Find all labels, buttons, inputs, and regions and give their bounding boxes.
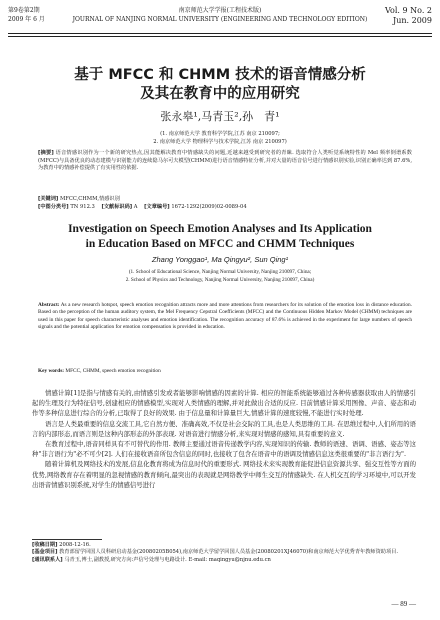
footnote-text: 教育部留学回国人员科研启动基金(20080205B054),南京师范大学留学回国人员基金(20080201XJ46070)和南京师范大学优秀青年教师资助项目.: [59, 549, 398, 556]
abstract-cn-text: 语音情感识别作为一个新的研究热点,因其能解决教育中情感缺失的问题,近越来越受到研究者的青睐. 选取符合人类听觉系统特性的 Mel 频率倒谱系数(MFCC)与具备优良的动态建模与识别能力的连续隐马尔可夫模型(CHMM)进行语音情感特征分析,并对大量的语音信号进行情感识别实验,识别正确率达到 87.6%,为教育中的情感补偿提供了有实用性的依据.: [38, 150, 412, 171]
authors-en: Zhang Yonggao¹, Ma Qingyu², Sun Qing¹: [151, 255, 289, 264]
paper-title-cn: [0, 66, 440, 104]
title-cn-line-2: 及其在教育中的应用研究: [140, 86, 300, 102]
abstract-en-label: Abstract:: [38, 302, 60, 308]
affiliation-cn-1: (1. 南京师范大学 教育科学学院,江苏 南京 210097;: [160, 131, 280, 137]
affiliation-en-1: (1. School of Educational Science, Nanjing Normal University, Nanjing 210097, China;: [128, 269, 312, 275]
title-cn-line-1: 基于 MFCC 和 CHMM 技术的语音情感分析: [74, 67, 366, 83]
title-en-line-1: Investigation on Speech Emotion Analyses and Its Application: [68, 223, 372, 235]
page-number: — 89 —: [391, 600, 416, 608]
body-paragraph: 随着计算机及网络技术的发展,信息化教育将成为信息时代的重要形式. 网络技术来实现教育能促进信息资源共享、强交互性等方面的优势,网络教育存在着明显的忽视情感的教育倾向,最突出的表现就是网络教学中师生交互的情感缺失. 在人机交互的学习环境中,可以开发出语音情感识别系统,对学生的情感信号进行: [32, 460, 416, 489]
vol-issue-en: Vol. 9 No. 2: [385, 6, 432, 15]
title-en-line-2: in Education Based on MFCC and CHMM Techniques: [85, 238, 355, 250]
footnote-contact: [32, 557, 416, 564]
vol-issue-cn: 第9卷第2期: [8, 7, 40, 14]
header-rule-thick: [8, 33, 432, 34]
body-paragraph: 语言是人类最重要的信息交流工具,它自然方便、准确高效,不仅是社会交际的工具,也是人类思维的工具. 在思维过程中,人们所用的语言的内部形态,而语言则是这种内部形态的外部表现. 对语音进行情感分析,来实现对情感的感知,具有重要的意义.: [32, 419, 416, 438]
footnotes: [32, 542, 416, 564]
footnote-funding: [32, 549, 416, 556]
authors-cn: 张永皋¹,马青玉²,孙 青¹: [160, 110, 280, 123]
classification-row: [38, 204, 412, 211]
keywords-en-text: MFCC, CHMM, speech emotion recognition: [65, 368, 161, 374]
article-no-value: 1672-1292(2009)02-0089-04: [171, 204, 247, 210]
clc-value: TN 912.3: [70, 204, 95, 210]
affiliation-en-2: 2. School of Physics and Technology, Nanjing Normal University, Nanjing 210097, China): [125, 277, 315, 283]
body-paragraph: 情感计算[1]是指与情感有关的,由情感引发或者能够影响情感的因素的计算. 相应的智能系统能够通过各种传感器获取由人的情感引起的生理及行为特征信号,创建相应的情感模型,实现对人类情感的理解,并对此做出合适的反应. 目前情感计算采用图像、声音、姿态和动作等多种信息进行综合的分析,已取得了良好的效果. 由于信息量和计算量巨大,情感计算的速度较慢,不能进行实时处理.: [32, 389, 416, 418]
paper-title-en: [0, 222, 440, 252]
doc-code-value: A: [133, 204, 138, 210]
header-center: [8, 6, 432, 24]
abstract-cn-label: [摘要]: [38, 150, 54, 156]
abstract-en: [38, 302, 412, 332]
footnote-label: [基金项目]: [32, 549, 58, 556]
footnote-text: 2008-12-16.: [59, 542, 91, 548]
abstract-cn: [38, 150, 412, 173]
abstract-en-text: As a new research hotspot, speech emotion recognition attracts more and more attentions from researchers for its solution of the emotion loss in distance education. Based on the perception of the human auditory system, the Mel Frequency Cepstral Coefficients (MFCC) and the Continuous Hidden Markov Model (CHMM) techniques are used in this paper for speech characteristic analyses and emotion identification. The recognition accuracy of 87.6% is achieved in the experiment for large numbers of speech signals and the potential application for emotion compensation is provided in education.: [38, 302, 412, 331]
doc-code-label: [文献标识码]: [101, 204, 133, 210]
body-paragraph: 在教育过程中,语音同样具有不可替代的作用. 教师主要通过语音传递教学内容,实现知识的传输. 教师的语速、语调、语感、姿态等这种"非言语行为"必不可少[2]. 人们在接收语音所包含信息的同时,也接收了包含在语音中的语调及情感信息这类很重要的"非言语行为".: [32, 440, 416, 459]
footnote-label: [通讯联系人]: [32, 556, 63, 563]
footnote-text: 马青玉,博士,副教授,研究方向:声信号处理与电路设计. E-mail: maqingyu@njnu.edu.cn: [64, 556, 271, 563]
date-en: Jun. 2009: [393, 16, 432, 25]
date-cn: 2009 年 6 月: [8, 16, 45, 23]
header-right: [385, 6, 432, 26]
journal-title-en: JOURNAL OF NANJING NORMAL UNIVERSITY (ENGINEERING AND TECHNOLOGY EDITION): [72, 16, 368, 23]
keywords-en: [38, 368, 412, 375]
affiliations-cn: [0, 130, 440, 146]
affiliation-cn-2: 2. 南京师范大学 物理科学与技术学院,江苏 南京 210097): [153, 139, 287, 145]
clc-label: [中图分类号]: [38, 204, 69, 210]
keywords-cn-label: [关键词]: [38, 196, 59, 202]
footnote-label: [收稿日期]: [32, 542, 58, 548]
keywords-cn-text: MFCC,CHMM,情感识别: [59, 196, 120, 202]
header-rule-thin: [8, 36, 432, 37]
keywords-en-label: Key words:: [38, 368, 65, 374]
body-text: [32, 388, 416, 490]
affiliations-en: [0, 268, 440, 284]
article-no-label: [文章编号]: [144, 204, 170, 210]
journal-title-cn: 南京师范大学学报(工程技术版): [178, 7, 262, 14]
keywords-cn: [38, 196, 412, 203]
footnote-rule: [32, 539, 102, 540]
running-header: [8, 4, 432, 40]
